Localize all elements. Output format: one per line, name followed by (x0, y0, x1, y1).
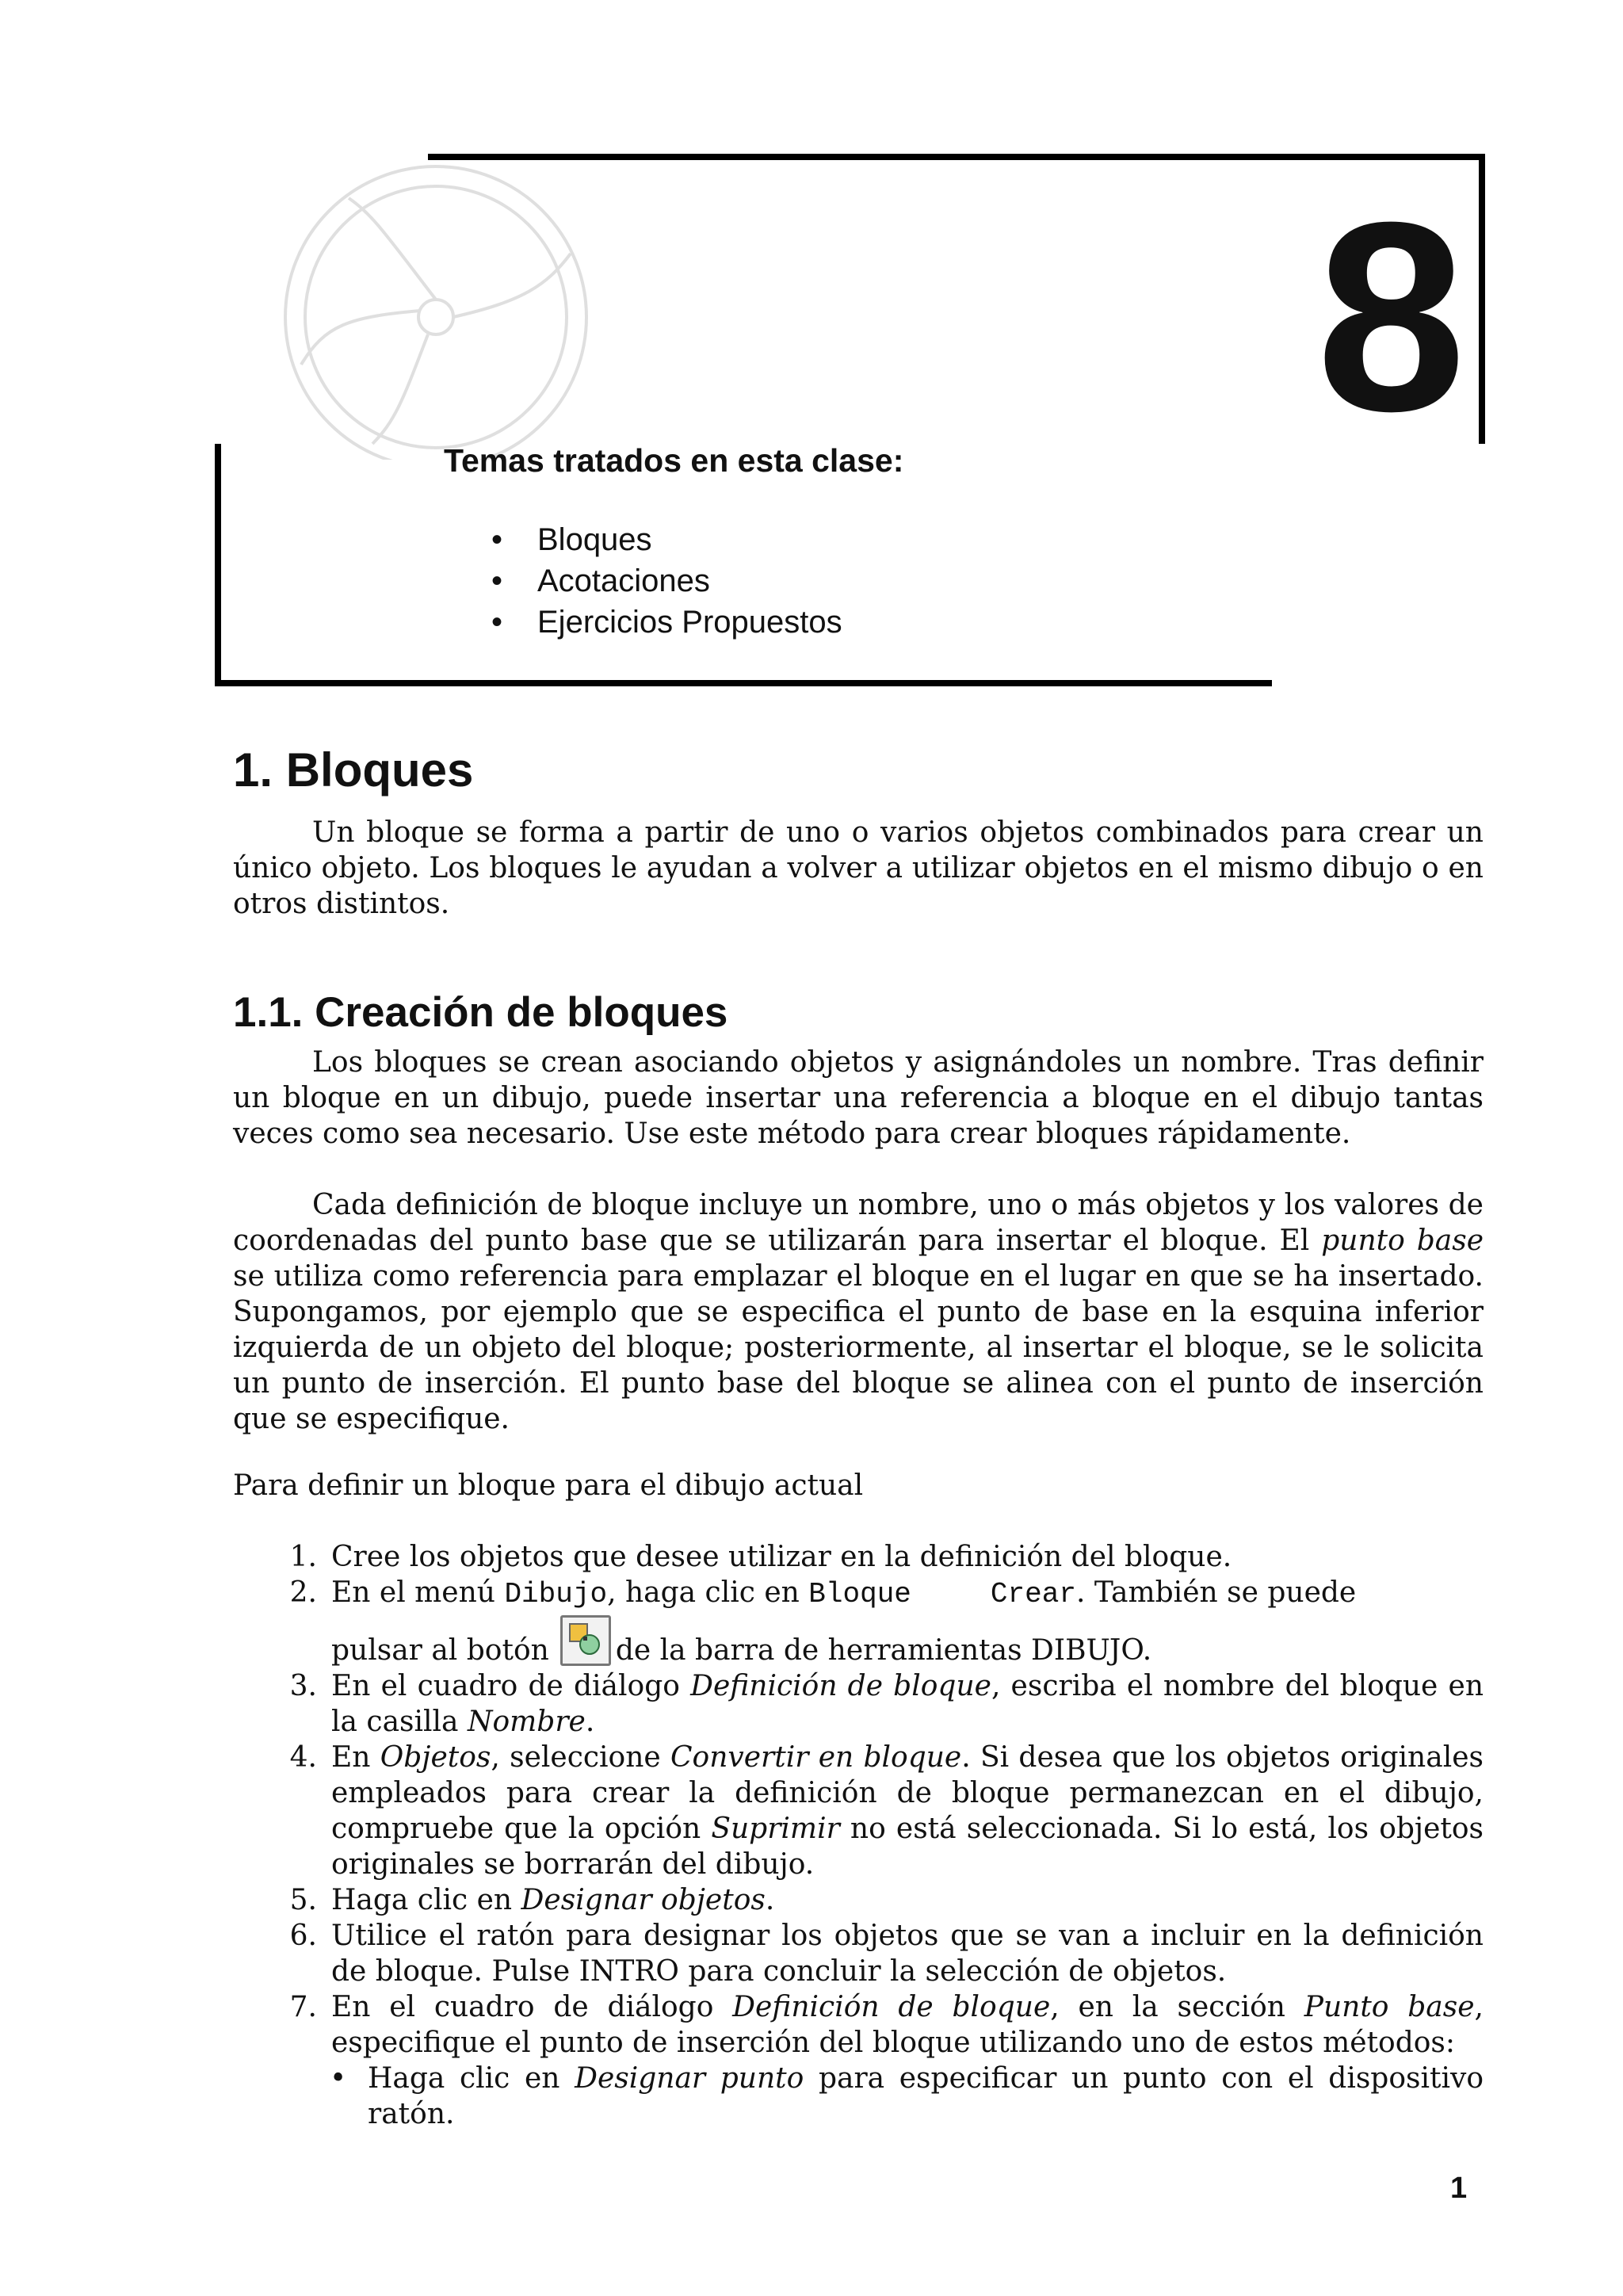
topic-item: • Acotaciones (491, 560, 842, 602)
subsection-heading-creacion: 1.1. Creación de bloques (233, 989, 728, 1036)
frame-left-line (215, 444, 221, 686)
list-item: 5. Haga clic en Designar objetos. (289, 1884, 775, 1916)
section-intro-paragraph: Un bloque se forma a partir de uno o varios objetos combinados para crear un único objeto. Los bloques le ayudan a volver a utilizar objetos en el mismo dibujo o en otros distintos. (233, 816, 1484, 920)
list-item: 7. En el cuadro de diálogo Definición de bloque, en la sección Punto base, especifique el punto de inserción del bloque utilizando uno de estos métodos: (289, 1991, 1484, 2059)
gear-watermark-icon (190, 127, 634, 460)
paragraph-creacion-2: Cada definición de bloque incluye un nombre, uno o más objetos y los valores de coordenadas del punto base que se utilizarán para insertar el bloque. El punto base se utiliza como referencia para emplazar el bloque en el lugar en que se ha insertado. Supongamos, por ejemplo que se especifica el punto de base en la esquina inferior izquierda de un objeto del bloque; posteriormente, al insertar el bloque, se le solicita un punto de inserción. El punto base del bloque se alinea con el punto de inserción que se especifique. (233, 1189, 1484, 1435)
page-number: 1 (1450, 2172, 1468, 2205)
list-item: 6. Utilice el ratón para designar los objetos que se van a incluir en la definición de bloque. Pulse INTRO para concluir la selección de objetos. (289, 1920, 1484, 1988)
frame-top-line (428, 154, 1485, 160)
topic-item: • Ejercicios Propuestos (491, 602, 842, 643)
paragraph-creacion-1: Los bloques se crean asociando objetos y asignándoles un nombre. Tras definir un bloque en un dibujo, puede insertar una referencia a bloque en el dibujo tantas veces como sea necesario. Use este método para crear bloques rápidamente. (233, 1046, 1484, 1150)
paragraph-creacion-3: Para definir un bloque para el dibujo actual (233, 1469, 864, 1502)
list-item: 4. En Objetos, seleccione Convertir en bloque. Si desea que los objetos originales empleados para crear la definición de bloque permanezcan en el dibujo, compruebe que la opción Suprimir no está seleccionada. Si lo está, los objetos originales se borrarán del dibujo. (289, 1741, 1484, 1881)
steps-list (233, 1539, 1484, 2132)
command-crear: Crear (990, 1578, 1076, 1610)
frame-right-line (1479, 154, 1485, 444)
section-heading-bloques: 1. Bloques (233, 743, 474, 797)
topics-title: Temas tratados en esta clase: (444, 442, 904, 479)
topic-item: • Bloques (491, 519, 842, 560)
frame-bottom-line (215, 680, 1272, 686)
list-item: 1. Cree los objetos que desee utilizar en la definición del bloque. (289, 1541, 1232, 1573)
list-item: 3. En el cuadro de diálogo Definición de bloque, escriba el nombre del bloque en la casilla Nombre. (289, 1670, 1484, 1738)
list-item: 2. En el menú Dibujo, haga clic en Bloque Crear. También se puede pulsar al botón de la barra de herramientas DIBUJO. (289, 1576, 1357, 1667)
menu-dibujo: Dibujo (504, 1578, 608, 1610)
command-bloque: Bloque (808, 1578, 911, 1610)
block-tool-icon (560, 1615, 611, 1666)
chapter-number: 8 (1316, 166, 1466, 468)
list-item: • Haga clic en Designar punto para especificar un punto con el dispositivo ratón. (330, 2062, 1484, 2130)
topics-list (491, 519, 842, 643)
